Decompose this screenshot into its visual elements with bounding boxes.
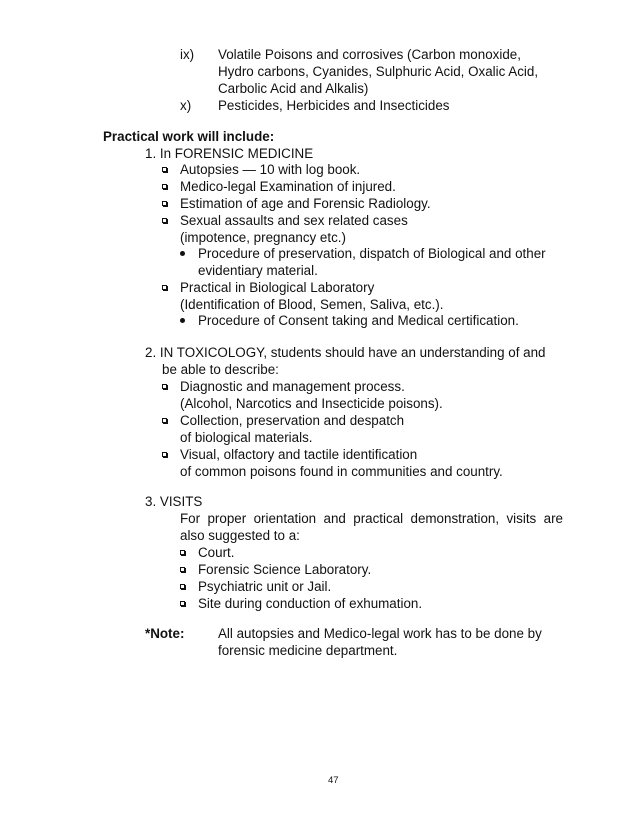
note-label: *Note: bbox=[145, 626, 185, 641]
note-text: All autopsies and Medico-legal work has to be done by bbox=[218, 626, 542, 641]
visits-intro-continuation: also suggested to a: bbox=[180, 528, 300, 543]
section-heading: Practical work will include: bbox=[103, 129, 275, 144]
list-text: Hydro carbons, Cyanides, Sulphuric Acid, Oxalic Acid, bbox=[218, 64, 539, 79]
sub-list-item: Procedure of Consent taking and Medical certification. bbox=[198, 313, 519, 328]
list-item: Visual, olfactory and tactile identification bbox=[180, 447, 418, 462]
list-item: Sexual assaults and sex related cases bbox=[180, 213, 408, 228]
list-item: Diagnostic and management process. bbox=[180, 379, 405, 394]
list-item: Autopsies — 10 with log book. bbox=[180, 162, 361, 177]
list-item: Collection, preservation and despatch bbox=[180, 413, 405, 428]
list-item-continuation: (Alcohol, Narcotics and Insecticide poisons). bbox=[180, 396, 443, 411]
checkbox-bullet-icon bbox=[180, 550, 185, 555]
section-1-title: 1. In FORENSIC MEDICINE bbox=[145, 146, 314, 161]
list-text: Carbolic Acid and Alkalis) bbox=[218, 81, 369, 96]
list-item: Medico-legal Examination of injured. bbox=[180, 179, 396, 194]
sub-list-item: Procedure of preservation, dispatch of Biological and other bbox=[198, 246, 546, 261]
list-item: Court. bbox=[198, 545, 235, 560]
note-text-continuation: forensic medicine department. bbox=[218, 643, 398, 658]
list-item-continuation: (Identification of Blood, Semen, Saliva, etc.). bbox=[180, 297, 444, 312]
section-3-title: 3. VISITS bbox=[145, 494, 203, 509]
checkbox-bullet-icon bbox=[162, 452, 167, 457]
checkbox-bullet-icon bbox=[180, 601, 185, 606]
list-item: Estimation of age and Forensic Radiology. bbox=[180, 196, 431, 211]
list-item-continuation: (impotence, pregnancy etc.) bbox=[180, 230, 346, 245]
visits-intro: For proper orientation and practical demonstration, visits are bbox=[180, 511, 563, 526]
checkbox-bullet-icon bbox=[162, 184, 167, 189]
list-item-continuation: of biological materials. bbox=[180, 430, 313, 445]
sub-list-item-continuation: evidentiary material. bbox=[198, 263, 318, 278]
checkbox-bullet-icon bbox=[162, 167, 167, 172]
list-item-continuation: of common poisons found in communities and country. bbox=[180, 464, 503, 479]
round-bullet-icon bbox=[180, 251, 185, 256]
checkbox-bullet-icon bbox=[180, 567, 185, 572]
list-number-ix: ix) bbox=[180, 47, 195, 62]
checkbox-bullet-icon bbox=[162, 384, 167, 389]
list-item: Psychiatric unit or Jail. bbox=[198, 579, 332, 594]
section-2-title: 2. IN TOXICOLOGY, students should have an understanding of and bbox=[145, 345, 546, 360]
list-item: Site during conduction of exhumation. bbox=[198, 596, 423, 611]
page-number: 47 bbox=[328, 775, 339, 786]
section-2-title-continuation: be able to describe: bbox=[162, 362, 279, 377]
checkbox-bullet-icon bbox=[180, 584, 185, 589]
list-number-x: x) bbox=[180, 98, 192, 113]
list-text: Volatile Poisons and corrosives (Carbon monoxide, bbox=[218, 47, 521, 62]
checkbox-bullet-icon bbox=[162, 285, 167, 290]
list-item: Practical in Biological Laboratory bbox=[180, 280, 375, 295]
list-text: Pesticides, Herbicides and Insecticides bbox=[218, 98, 450, 113]
list-item: Forensic Science Laboratory. bbox=[198, 562, 372, 577]
checkbox-bullet-icon bbox=[162, 418, 167, 423]
checkbox-bullet-icon bbox=[162, 201, 167, 206]
round-bullet-icon bbox=[180, 318, 185, 323]
checkbox-bullet-icon bbox=[162, 218, 167, 223]
